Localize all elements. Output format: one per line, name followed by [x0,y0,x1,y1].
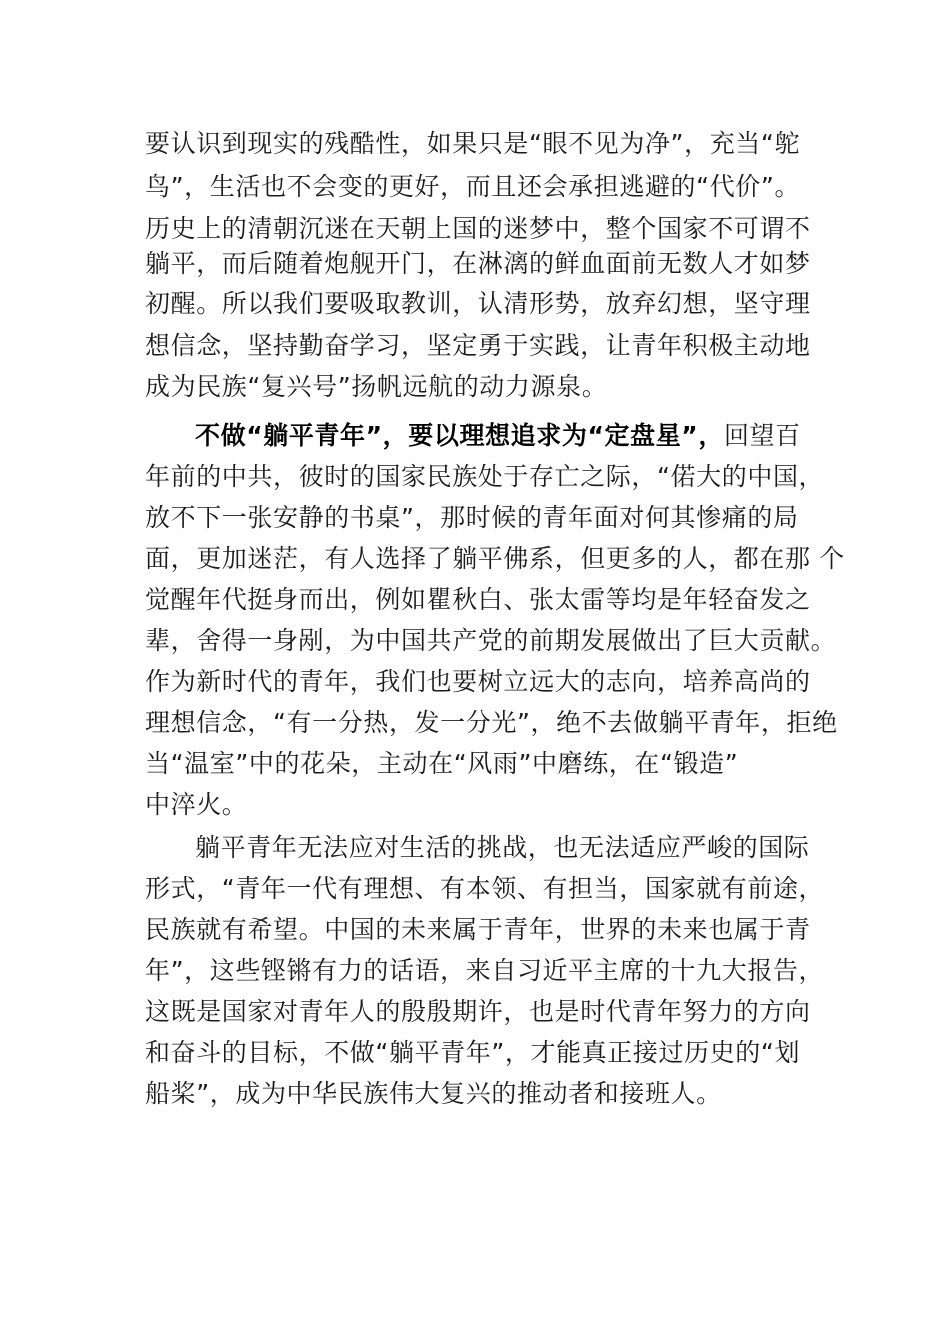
paragraph-1-line-4: 躺平，而后随着炮舰开门，在淋漓的鲜血面前无数人才如梦 [145,249,811,278]
paragraph-3-line-3: 民族就有希望。中国的未来属于青年，世界的未来也属于青 [145,915,811,944]
paragraph-1-line-6: 想信念，坚持勤奋学习，坚定勇于实践，让青年积极主动地 [145,331,811,360]
paragraph-3-line-4: 年”，这些铿锵有力的话语，来自习近平主席的十九大报告， [145,956,825,985]
paragraph-2-line-8: 理想信念，“有一分热，发一分光”，绝不去做躺平青年，拒绝 [145,708,838,737]
paragraph-3-line-6: 和奋斗的目标，不做“躺平青年”，才能真正接过历史的“划 [145,1038,801,1067]
paragraph-3-line-1: 躺平青年无法应对生活的挑战，也无法适应严峻的国际 [195,833,810,862]
paragraph-2-first-line-rest: 回望百 [723,421,801,450]
paragraph-1-line-1: 要认识到现实的残酷性，如果只是“眼不见为净”，充当“鸵 [145,129,801,158]
paragraph-3-line-2: 形式，“青年一代有理想、有本领、有担当，国家就有前途， [145,874,825,903]
paragraph-2-line-2: 年前的中共，彼时的国家民族处于存亡之际，“偌大的中国， [145,462,825,491]
paragraph-2-line-9: 当“温室”中的花朵，主动在“风雨”中磨练，在“锻造” [145,749,739,778]
paragraph-1-line-3: 历史上的清朝沉迷在天朝上国的迷梦中，整个国家不可谓不 [145,214,811,243]
paragraph-2-line-1 [195,420,801,452]
paragraph-2-heading: 不做“躺平青年”，要以理想追求为“定盘星”， [195,421,724,450]
paragraph-2-line-5: 觉醒年代挺身而出，例如瞿秋白、张太雷等均是年轻奋发之 [145,585,811,614]
paragraph-3-line-5: 这既是国家对青年人的殷殷期许，也是时代青年努力的方向 [145,997,811,1026]
paragraph-2-line-4: 面，更加迷茫，有人选择了躺平佛系，但更多的人，都在那 个 [145,544,845,573]
paragraph-1-line-2: 鸟”，生活也不会变的更好，而且还会承担逃避的“代价”。 [145,172,801,201]
paragraph-1-line-7: 成为民族“复兴号”扬帆远航的动力源泉。 [145,372,608,401]
paragraph-2-line-7: 作为新时代的青年，我们也要树立远大的志向，培养高尚的 [145,667,811,696]
paragraph-2-line-6: 辈，舍得一身剐，为中国共产党的前期发展做出了巨大贡献。 [145,626,837,655]
paragraph-2-line-10: 中淬火。 [145,790,248,819]
paragraph-1-line-5: 初醒。所以我们要吸取教训，认清形势，放弃幻想，坚守理 [145,289,811,318]
paragraph-2-line-3: 放不下一张安静的书桌”，那时候的青年面对何其惨痛的局 [145,503,799,532]
paragraph-3-line-7: 船桨”，成为中华民族伟大复兴的推动者和接班人。 [145,1079,722,1108]
